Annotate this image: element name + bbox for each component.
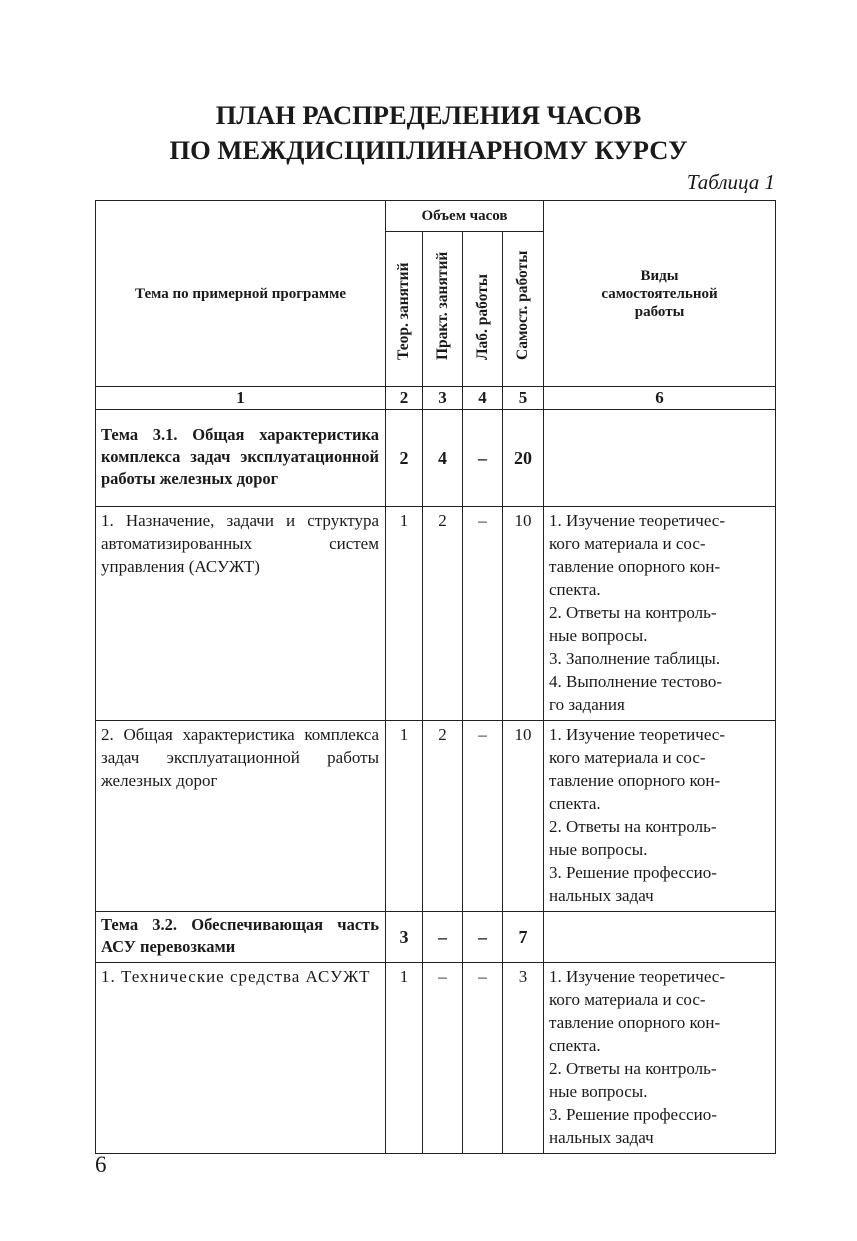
topic-name: Тема 3.1. Общая характеристика комплекса задач эксплуатационной работы железных дорог: [96, 410, 386, 507]
topic-name: Тема 3.2. Обеспечивающая часть АСУ перевозками: [96, 912, 386, 963]
work-types: [544, 410, 776, 507]
table-row-subtopic: [96, 721, 776, 912]
topic-name: 1. Технические средства АСУЖТ: [96, 963, 386, 1154]
theory-hours: 3: [386, 912, 423, 963]
theory-hours: 1: [386, 721, 423, 912]
theory-hours: 1: [386, 507, 423, 721]
column-number-row: [96, 387, 776, 410]
work-line: 2. Ответы на контроль-: [549, 603, 717, 622]
work-line: ные вопросы.: [549, 626, 648, 645]
page-title: [0, 98, 857, 168]
work-line: 3. Решение профессио-: [549, 1105, 717, 1124]
work-line: спекта.: [549, 580, 601, 599]
work-types: [544, 721, 776, 912]
work-line: ные вопросы.: [549, 1082, 648, 1101]
lab-hours: –: [463, 912, 503, 963]
practice-hours: –: [423, 912, 463, 963]
theory-hours: 2: [386, 410, 423, 507]
header-topic: Тема по примерной программе: [96, 201, 386, 387]
work-line: тавление опорного кон-: [549, 1013, 721, 1032]
header-self: Самост. работы: [514, 250, 531, 360]
column-number: 6: [544, 387, 776, 410]
column-number: 2: [386, 387, 423, 410]
work-line: 3. Заполнение таблицы.: [549, 649, 721, 668]
table-row-topic: [96, 410, 776, 507]
header-self-cell: [503, 232, 544, 387]
work-line: кого материала и сос-: [549, 534, 706, 553]
self-hours: 10: [503, 721, 544, 912]
self-hours: 20: [503, 410, 544, 507]
header-lab-cell: [463, 232, 503, 387]
work-line: тавление опорного кон-: [549, 771, 721, 790]
work-types: [544, 963, 776, 1154]
theory-hours: 1: [386, 963, 423, 1154]
page-title-line-1: ПЛАН РАСПРЕДЕЛЕНИЯ ЧАСОВ: [215, 100, 642, 130]
header-practice: Практ. занятий: [433, 251, 451, 360]
header-work-line-2: самостоятельной: [601, 285, 718, 302]
header-practice-cell: [423, 232, 463, 387]
header-lab: Лаб. работы: [473, 274, 491, 360]
work-line: спекта.: [549, 794, 601, 813]
work-line: 3. Решение профессио-: [549, 863, 717, 882]
topic-name: 1. Назначение, задачи и структура автоматизированных систем управления (АСУЖТ): [96, 507, 386, 721]
column-number: 4: [463, 387, 503, 410]
work-line: 2. Ответы на контроль-: [549, 1059, 717, 1078]
topic-name: 2. Общая характеристика комплекса задач эксплуатационной работы железных дорог: [96, 721, 386, 912]
work-line: 2. Ответы на контроль-: [549, 817, 717, 836]
header-theory-cell: [386, 232, 423, 387]
work-line: кого материала и сос-: [549, 748, 706, 767]
self-hours: 7: [503, 912, 544, 963]
practice-hours: 4: [423, 410, 463, 507]
practice-hours: 2: [423, 507, 463, 721]
header-volume: Объем часов: [386, 201, 544, 232]
work-types: [544, 507, 776, 721]
self-hours: 10: [503, 507, 544, 721]
hours-plan-table: [95, 200, 776, 1154]
work-types: [544, 912, 776, 963]
self-hours: 3: [503, 963, 544, 1154]
header-work-line-1: Виды: [640, 267, 679, 284]
work-line: нальных задач: [549, 1128, 654, 1147]
page-title-line-2: ПО МЕЖДИСЦИПЛИНАРНОМУ КУРСУ: [169, 135, 688, 165]
table-caption: Таблица 1: [686, 170, 775, 194]
practice-hours: 2: [423, 721, 463, 912]
lab-hours: –: [463, 410, 503, 507]
work-line: кого материала и сос-: [549, 990, 706, 1009]
work-line: 4. Выполнение тестово-: [549, 672, 722, 691]
column-number: 1: [96, 387, 386, 410]
lab-hours: –: [463, 963, 503, 1154]
table-row-topic: [96, 912, 776, 963]
practice-hours: –: [423, 963, 463, 1154]
column-number: 5: [503, 387, 544, 410]
header-row: [96, 201, 776, 232]
work-line: тавление опорного кон-: [549, 557, 721, 576]
lab-hours: –: [463, 507, 503, 721]
header-work-line-3: работы: [634, 303, 685, 320]
column-number: 3: [423, 387, 463, 410]
work-line: ные вопросы.: [549, 840, 648, 859]
lab-hours: –: [463, 721, 503, 912]
work-line: 1. Изучение теоретичес-: [549, 725, 726, 744]
page-number: 6: [95, 1152, 107, 1177]
header-theory: Теор. занятий: [395, 262, 412, 360]
table-row-subtopic: [96, 507, 776, 721]
work-line: 1. Изучение теоретичес-: [549, 511, 726, 530]
header-work-types: [544, 201, 776, 387]
work-line: 1. Изучение теоретичес-: [549, 967, 726, 986]
work-line: спекта.: [549, 1036, 601, 1055]
work-line: го задания: [549, 695, 625, 714]
table-row-subtopic: [96, 963, 776, 1154]
work-line: нальных задач: [549, 886, 654, 905]
